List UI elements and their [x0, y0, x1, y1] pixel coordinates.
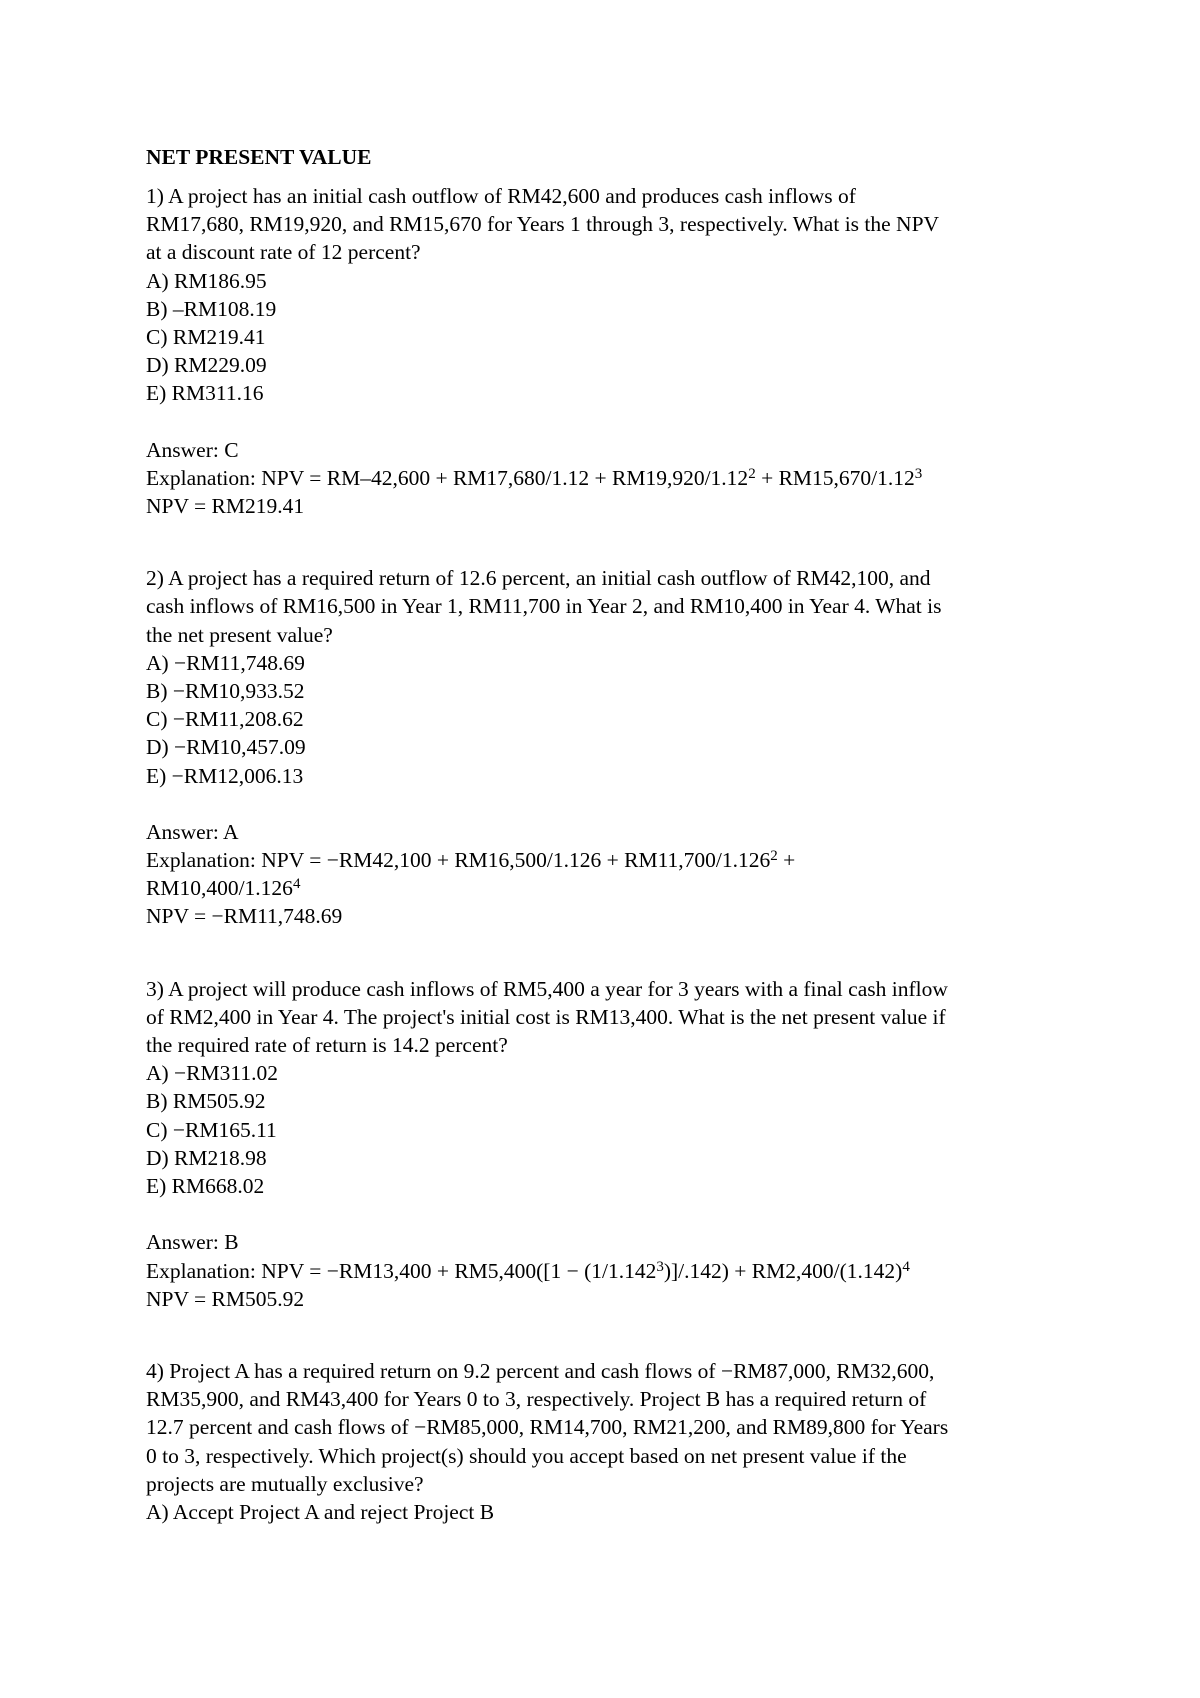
explanation — [146, 1257, 1076, 1285]
spacer — [146, 520, 1076, 564]
option-item: D) RM229.09 — [146, 353, 267, 378]
explanation-result: NPV = RM219.41 — [146, 494, 305, 519]
spacer — [146, 1313, 1076, 1357]
answer-line: Answer: A — [146, 819, 239, 844]
exponent: 4 — [292, 876, 301, 893]
explanation-text: + RM15,670/1.12 — [755, 465, 915, 490]
option-item: C) RM219.41 — [146, 325, 266, 350]
explanation-text: Explanation: NPV = RM–42,600 + RM17,680/1.12 + RM19,920/1.12 — [146, 465, 749, 490]
answer-line: Answer: C — [146, 437, 239, 462]
option-item: D) −RM10,457.09 — [146, 735, 306, 760]
option-item: D) RM218.98 — [146, 1145, 267, 1170]
exponent: 4 — [902, 1258, 910, 1275]
question-4 — [146, 1357, 1076, 1526]
answer-options — [146, 1059, 1076, 1200]
explanation-text: + RM10,400/1.126 — [146, 848, 796, 901]
explanation-text: )]/.142) + RM2,400/(1.142) — [663, 1258, 903, 1283]
exponent: 3 — [656, 1258, 664, 1275]
option-item: E) −RM12,006.13 — [146, 763, 304, 788]
explanation — [146, 464, 1076, 492]
option-item: A) RM186.95 — [146, 268, 267, 293]
page-title: NET PRESENT VALUE — [146, 145, 372, 169]
exponent: 2 — [748, 465, 756, 482]
explanation-text: Explanation: NPV = −RM13,400 + RM5,400([1 − (1/1.142 — [146, 1258, 657, 1283]
option-item: B) RM505.92 — [146, 1089, 266, 1114]
option-item: E) RM311.16 — [146, 381, 264, 406]
answer-options — [146, 267, 1076, 408]
question-2 — [146, 564, 1076, 974]
exponent: 2 — [770, 848, 778, 865]
option-item: C) −RM11,208.62 — [146, 707, 304, 732]
option-item: A) −RM11,748.69 — [146, 650, 305, 675]
question-3 — [146, 975, 1076, 1357]
explanation-result: NPV = −RM11,748.69 — [146, 904, 343, 929]
answer-line: Answer: B — [146, 1230, 239, 1255]
question-text: 3) A project will produce cash inflows of RM5,400 a year for 3 years with a final cash inflow of RM2,400 in Year 4. The project's initial cost is RM13,400. What is the net present value if the required rate of return is 14.2 percent? — [146, 976, 948, 1058]
option-item: E) RM668.02 — [146, 1174, 265, 1199]
spacer — [146, 931, 1076, 975]
question-text: 1) A project has an initial cash outflow of RM42,600 and produces cash inflows of RM17,680, RM19,920, and RM15,670 for Years 1 through 3, respectively. What is the NPV at a discount rate of 12 percent? — [146, 184, 940, 265]
explanation — [146, 846, 1076, 902]
option-item: A) −RM311.02 — [146, 1061, 278, 1086]
option-item: C) −RM165.11 — [146, 1117, 277, 1142]
explanation-text: Explanation: NPV = −RM42,100 + RM16,500/1.126 + RM11,700/1.126 — [146, 848, 771, 873]
question-1 — [146, 182, 1076, 564]
option-item: A) Accept Project A and reject Project B — [146, 1499, 495, 1524]
answer-options — [146, 1498, 1076, 1526]
answer-options — [146, 649, 1076, 790]
explanation-result: NPV = RM505.92 — [146, 1286, 305, 1311]
exponent: 3 — [914, 465, 923, 482]
question-text: 2) A project has a required return of 12.6 percent, an initial cash outflow of RM42,100, and cash inflows of RM16,500 in Year 1, RM11,700 in Year 2, and RM10,400 in Year 4. What is the net present value? — [146, 566, 942, 647]
document-content — [146, 142, 1076, 1526]
option-item: B) –RM108.19 — [146, 296, 277, 321]
question-text: 4) Project A has a required return on 9.2 percent and cash flows of −RM87,000, RM32,600, RM35,900, and RM43,400 for Years 0 to 3, respectively. Project B has a required return of 12.7 percent and cash flows of −RM85,000, RM14,700, RM21,200, and RM89,800 for Years 0 to 3, respectively. Which project(s) should you accept based on net present value if the projects are mutually exclusive? — [146, 1358, 949, 1496]
option-item: B) −RM10,933.52 — [146, 679, 305, 704]
